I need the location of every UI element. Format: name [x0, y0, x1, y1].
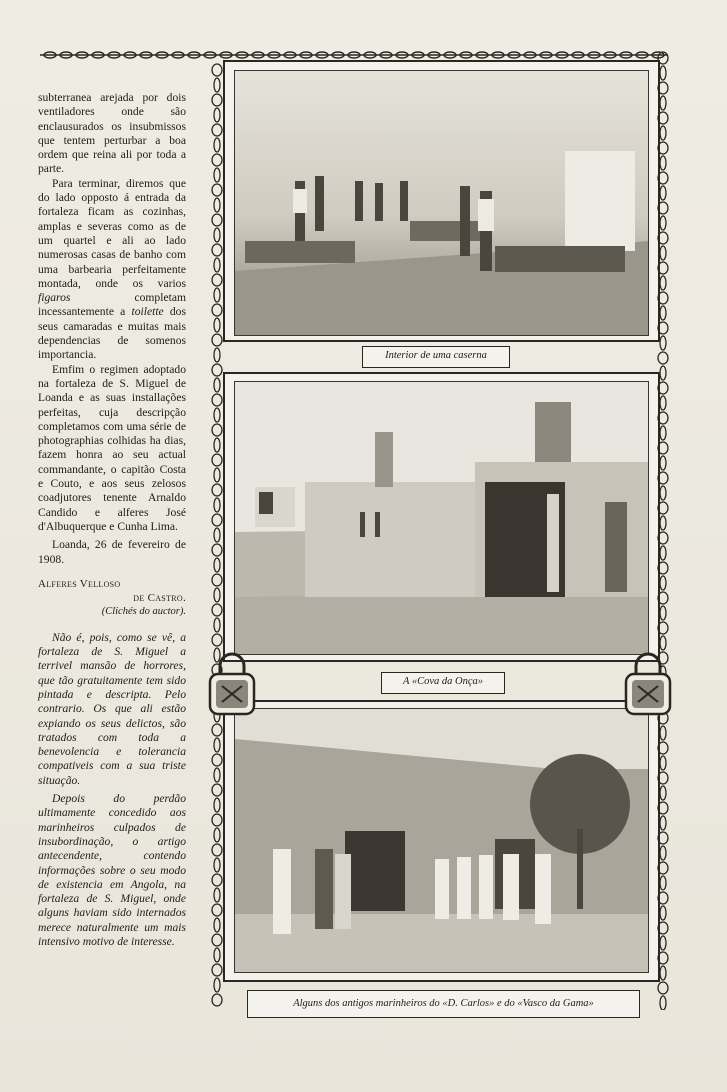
- article-paragraph: Emfim o regimen adoptado na fortaleza de S. Miguel de Loanda e as suas installações perfeitas, cuja descripção completamos com uma série de photographias colhidas ha dias, fazem honra ao seu actual commandante, o capitão Costa e Couto, e aos seus zelosos coadjutores tenente Arnaldo Candido e alferes José d'Albuquerque e Cunha Lima.: [38, 362, 186, 533]
- left-chain-ornament: [210, 60, 224, 1010]
- photo-credit: (Clichés do auctor).: [101, 605, 186, 617]
- editor-note: Não é, pois, como se vê, a fortaleza de S. Miguel a terrivel mansão de horrores, que tão gratuitamente tem sido pintada e descripta. Pelo contrario. Os que ali estão expiando os seus delictos, são tratados com toda a benevolencia e tolerancia compativeis com a sua triste situação. Depois do perdão ultimamente concedido aos marinheiros culpados de insubordinação, o artigo antecendente, contendo informações sobre o seu modo de existencia em Angola, na fortaleza de S. Miguel, onde alguns haviam sido internados merece naturalmente um mais intensivo motivo de interesse.: [38, 630, 186, 949]
- photo-former-sailors: [234, 708, 649, 973]
- padlock-right-icon: [622, 650, 674, 718]
- article-text-column: [38, 91, 186, 949]
- photo-cova-da-onca: [234, 381, 649, 655]
- article-paragraph: Para terminar, diremos que do lado opposto á entrada da fortaleza ficam as cozinhas, amplas e severas como as de um quartel e ali ao lado numerosas casas de banho com uma barbearia perfeitamente montada, onde os varios figaros completam incessantemente a toilette dos seus camaradas e muitas mais dependencias de somenos importancia.: [38, 176, 186, 362]
- photo-caption-2: A «Cova da Onça»: [381, 672, 505, 694]
- right-chain-ornament: [656, 48, 670, 1010]
- photo-caption-1: Interior de uma caserna: [362, 346, 510, 368]
- article-paragraph: subterranea arejada por dois ventiladores onde são enclausurados os insubmissos que tentem perturbar a boa ordem que reina ali por toda a parte.: [38, 91, 186, 176]
- photo-barracks-interior: [234, 70, 649, 336]
- author-signature: Alferes Velloso de Castro. (Clichés do auctor).: [38, 577, 186, 617]
- padlock-left-icon: [206, 650, 258, 718]
- dateline: Loanda, 26 de fevereiro de 1908.: [38, 538, 186, 566]
- photo-caption-3: Alguns dos antigos marinheiros do «D. Carlos» e do «Vasco da Gama»: [247, 990, 640, 1018]
